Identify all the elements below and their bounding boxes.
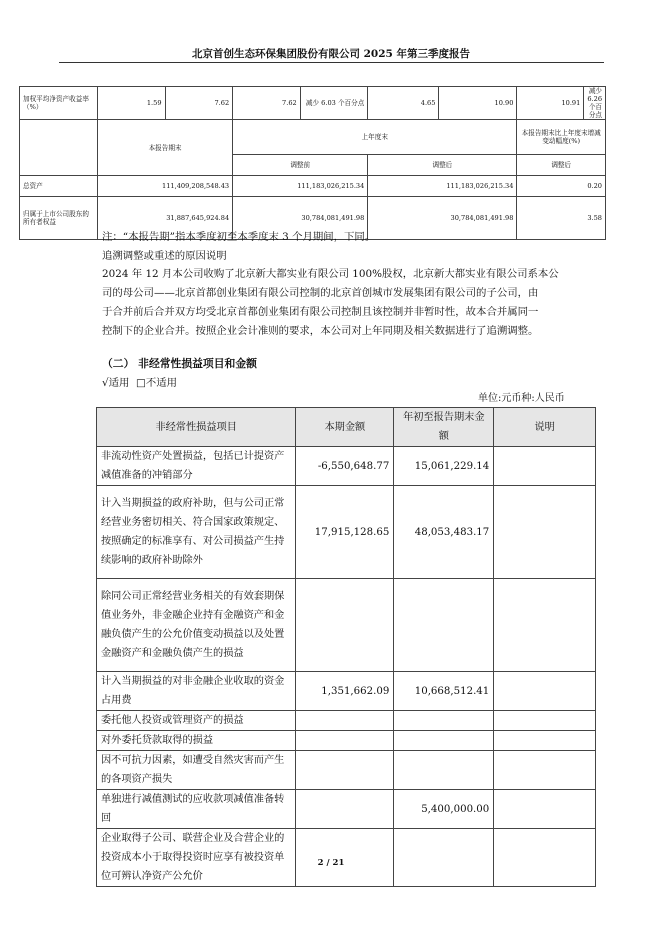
table-row <box>97 486 596 579</box>
table-row <box>97 447 596 486</box>
page-header: 北京首创生态环保集团股份有限公司 2025 年第三季度报告 <box>191 48 471 60</box>
current-cell <box>296 751 394 790</box>
row-before: 111,183,026,215.34 <box>233 176 368 197</box>
paragraph-line: 司的母公司——北京首都创业集团有限公司控制的北京首创城市发展集团有限公司的子公司，由 <box>102 287 539 299</box>
paragraph-line: 控制下的企业合并。按照企业会计准则的要求，本公司对上年同期及相关数据进行了追溯调整。 <box>102 325 539 337</box>
item-cell: 对外委托贷款取得的损益 <box>97 731 296 751</box>
table-row <box>20 87 606 120</box>
table-row <box>97 711 596 731</box>
non-recurring-items-table <box>96 407 596 887</box>
ytd-cell: 48,053,483.17 <box>394 486 494 579</box>
ytd-cell <box>394 579 494 672</box>
unit-label: 单位:元币种:人民币 <box>478 393 565 404</box>
ytd-cell <box>394 731 494 751</box>
table-row <box>97 672 596 711</box>
current-cell: -6,550,648.77 <box>296 447 394 486</box>
header-after: 调整后 <box>368 155 517 176</box>
current-cell <box>296 711 394 731</box>
applicable-checked: √适用 <box>102 377 130 389</box>
roe-value: 7.62 <box>165 87 233 120</box>
ytd-cell: 5,400,000.00 <box>394 790 494 829</box>
ytd-cell: 10,668,512.41 <box>394 672 494 711</box>
note-cell <box>494 447 596 486</box>
roe-value: 7.62 <box>233 87 301 120</box>
item-cell: 非流动性资产处置损益，包括已计提资产减值准备的冲销部分 <box>97 447 296 486</box>
col-header: 说明 <box>494 408 596 447</box>
item-cell: 计入当期损益的政府补助，但与公司正常经营业务密切相关、符合国家政策规定、按照确定的标准享有、对公司损益产生持续影响的政府补助除外 <box>97 486 296 579</box>
table-row <box>20 176 606 197</box>
col-header: 本期金额 <box>296 408 394 447</box>
current-cell <box>296 579 394 672</box>
header-rule <box>59 62 604 63</box>
current-cell: 17,915,128.65 <box>296 486 394 579</box>
table-row <box>97 579 596 672</box>
current-cell: 1,351,662.09 <box>296 672 394 711</box>
header-change: 本报告期末比上年度末增减变动幅度(%) <box>517 120 606 155</box>
note-text: 追溯调整或重述的原因说明 <box>102 250 227 262</box>
row-before: 30,784,081,491.98 <box>233 197 368 240</box>
header-last-year-end: 上年度末 <box>233 120 517 155</box>
empty-cell <box>20 120 98 176</box>
note-cell <box>494 790 596 829</box>
row-after: 30,784,081,491.98 <box>368 197 517 240</box>
header-after2: 调整后 <box>517 155 606 176</box>
item-cell: 因不可抗力因素，如遭受自然灾害而产生的各项资产损失 <box>97 751 296 790</box>
current-cell <box>296 731 394 751</box>
roe-value: 10.90 <box>439 87 517 120</box>
item-cell: 委托他人投资或管理资产的损益 <box>97 711 296 731</box>
roe-value: 10.91 <box>517 87 584 120</box>
row-current: 31,887,645,924.84 <box>97 197 232 240</box>
row-current: 111,409,208,548.43 <box>97 176 232 197</box>
not-applicable-box: □不适用 <box>136 377 178 389</box>
col-header: 年初至报告期末金额 <box>394 408 494 447</box>
roe-value: 4.65 <box>368 87 439 120</box>
row-change: 0.20 <box>517 176 606 197</box>
table-row <box>97 751 596 790</box>
item-cell: 企业取得子公司、联营企业及合营企业的投资成本小于取得投资时应享有被投资单位可辨认净资产公允价 <box>97 829 296 887</box>
financial-summary-table <box>19 86 606 240</box>
table-row <box>97 790 596 829</box>
row-label: 归属于上市公司股东的所有者权益 <box>20 197 98 240</box>
note-cell <box>494 672 596 711</box>
ytd-cell: 15,061,229.14 <box>394 447 494 486</box>
note-cell <box>494 731 596 751</box>
roe-label: 加权平均净资产收益率（%） <box>20 87 98 120</box>
paragraph-line: 2024 年 12 月本公司收购了北京新大都实业有限公司 100%股权，北京新大都实业有限公司系本公 <box>102 268 559 280</box>
table-row <box>97 731 596 751</box>
note-text: 注：“本报告期”指本季度初至本季度末 3 个月期间，下同。 <box>102 231 376 243</box>
row-label: 总资产 <box>20 176 98 197</box>
ytd-cell <box>394 751 494 790</box>
table-header-row <box>20 120 606 155</box>
current-cell <box>296 790 394 829</box>
item-cell: 计入当期损益的对非金融企业收取的资金占用费 <box>97 672 296 711</box>
roe-value: 减少 6.26 个百分点 <box>584 87 606 120</box>
note-cell <box>494 579 596 672</box>
row-change: 3.58 <box>517 197 606 240</box>
ytd-cell <box>394 711 494 731</box>
roe-value: 1.59 <box>97 87 165 120</box>
header-before: 调整前 <box>233 155 368 176</box>
note-cell <box>494 486 596 579</box>
page-number: 2 / 21 <box>317 858 345 868</box>
item-cell: 单独进行减值测试的应收款项减值准备转回 <box>97 790 296 829</box>
header-period-end: 本报告期末 <box>97 120 232 176</box>
roe-value: 减少 6.03 个百分点 <box>300 87 368 120</box>
item-cell: 除同公司正常经营业务相关的有效套期保值业务外，非金融企业持有金融资产和金融负债产生的公允价值变动损益以及处置金融资产和金融负债产生的损益 <box>97 579 296 672</box>
col-header: 非经常性损益项目 <box>97 408 296 447</box>
note-cell <box>494 711 596 731</box>
section-title: （二） 非经常性损益项目和金额 <box>102 357 257 370</box>
table-header-row <box>97 408 596 447</box>
paragraph-line: 于合并前后合并双方均受北京首都创业集团有限公司控制且该控制并非暂时性，故本合并属同一 <box>102 306 539 318</box>
applicability <box>102 374 177 393</box>
row-after: 111,183,026,215.34 <box>368 176 517 197</box>
note-cell <box>494 751 596 790</box>
